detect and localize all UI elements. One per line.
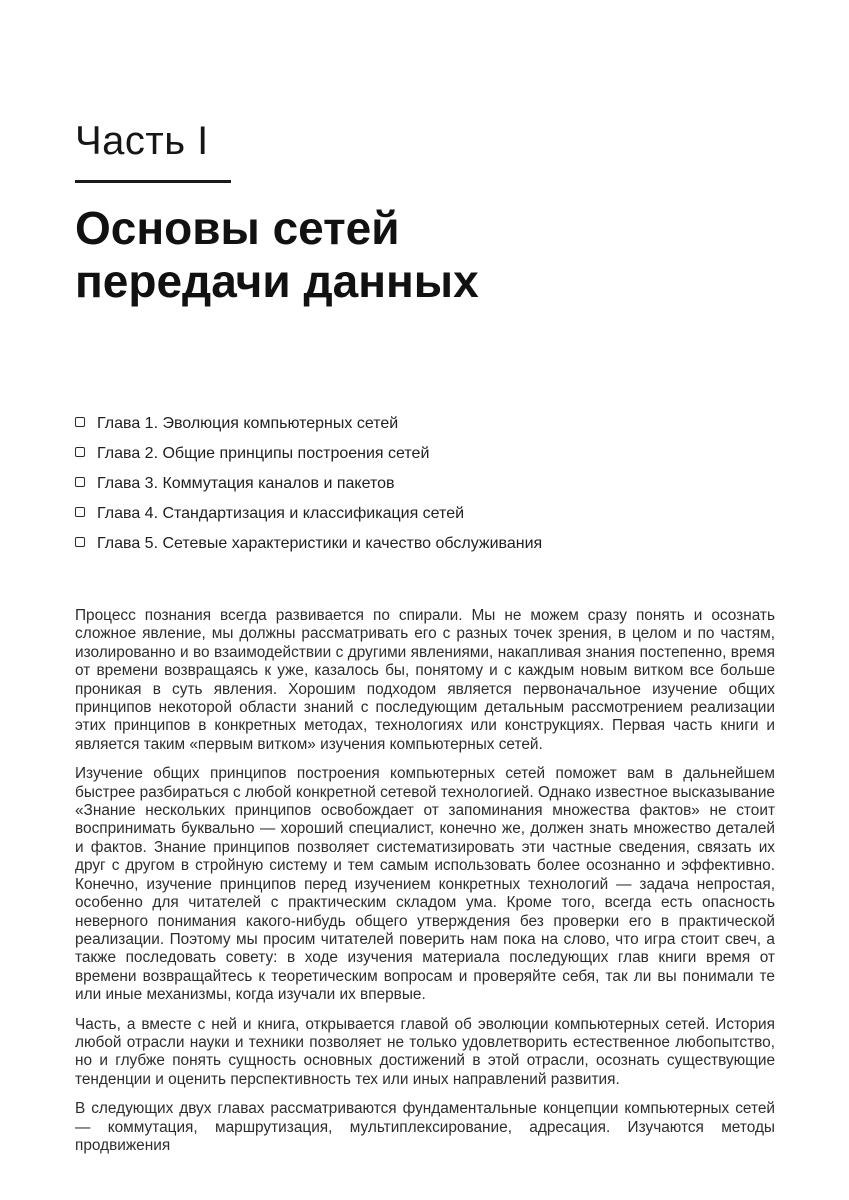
part-label: Часть I bbox=[75, 119, 209, 163]
paragraph: Процесс познания всегда развивается по спирали. Мы не можем сразу понять и осознать сложное явление, мы должны рассматривать его с разных точек зрения, в целом и по частям, изолированно и во взаимодействии с другими явлениями, накапливая знания постепенно, время от времени возвращаясь к уже, казалось бы, понятому и с каждым новым витком все больше проникая в суть явления. Хорошим подходом является первоначальное изучение общих принципов некоторой области знаний с последующим детальным рассмотрением реализации этих принципов в конкретных методах, технологиях или конструкциях. Первая часть книги и является таким «первым витком» изучения компьютерных сетей. bbox=[75, 607, 775, 753]
chapter-label: Глава 5. Сетевые характеристики и качество обслуживания bbox=[97, 535, 543, 552]
checkbox-bullet-icon bbox=[75, 417, 85, 427]
checkbox-bullet-icon bbox=[75, 537, 85, 547]
paragraph: Изучение общих принципов построения компьютерных сетей поможет вам в дальнейшем быстрее разбираться с любой конкретной сетевой технологией. Однако известное высказывание «Знание нескольких принципов освобождает от запоминания множества фактов» не стоит воспринимать буквально — хороший специалист, конечно же, должен знать множество деталей и фактов. Знание принципов позволяет систематизировать эти частные сведения, связать их друг с другом в стройную систему и тем самым использовать более осознанно и эффективно. Конечно, изучение принципов перед изучением конкретных технологий — задача непростая, особенно для читателей с практическим складом ума. Кроме того, всегда есть опасность неверного понимания какого-нибудь общего утверждения без проверки его в практической реализации. Поэтому мы просим читателей поверить нам пока на слово, что игра стоит свеч, а также последовать совету: в ходе изучения материала последующих глав книги время от времени возвращайтесь к теоретическим вопросам и проверяйте себя, так ли вы понимали те или иные механизмы, когда изучали их впервые. bbox=[75, 765, 775, 1004]
part-title: Основы сетей передачи данных bbox=[75, 202, 479, 307]
chapter-list bbox=[75, 415, 775, 553]
paragraph: Часть, а вместе с ней и книга, открывается главой об эволюции компьютерных сетей. История любой отрасли науки и техники позволяет не только удовлетворить естественное любопытство, но и глубже понять сущность основных достижений в этой отрасли, осознать существующие тенденции и оценить перспективность тех или иных направлений развития. bbox=[75, 1015, 775, 1088]
chapter-list-item bbox=[75, 505, 775, 523]
chapter-label: Глава 2. Общие принципы построения сетей bbox=[97, 445, 430, 462]
checkbox-bullet-icon bbox=[75, 477, 85, 487]
chapter-label: Глава 4. Стандартизация и классификация сетей bbox=[97, 505, 465, 522]
chapter-list-item bbox=[75, 445, 775, 463]
chapter-list-item bbox=[75, 415, 775, 433]
part-label-underline bbox=[75, 180, 231, 183]
chapter-label: Глава 3. Коммутация каналов и пакетов bbox=[97, 475, 395, 492]
chapter-label: Глава 1. Эволюция компьютерных сетей bbox=[97, 415, 399, 432]
checkbox-bullet-icon bbox=[75, 507, 85, 517]
checkbox-bullet-icon bbox=[75, 447, 85, 457]
chapter-list-item bbox=[75, 475, 775, 493]
body-text bbox=[75, 607, 775, 1155]
page-content bbox=[75, 0, 775, 1155]
paragraph: В следующих двух главах рассматриваются фундаментальные концепции компьютерных сетей — коммутация, маршрутизация, мультиплексирование, адресация. Изучаются методы продвижения bbox=[75, 1100, 775, 1154]
chapter-list-item bbox=[75, 535, 775, 553]
